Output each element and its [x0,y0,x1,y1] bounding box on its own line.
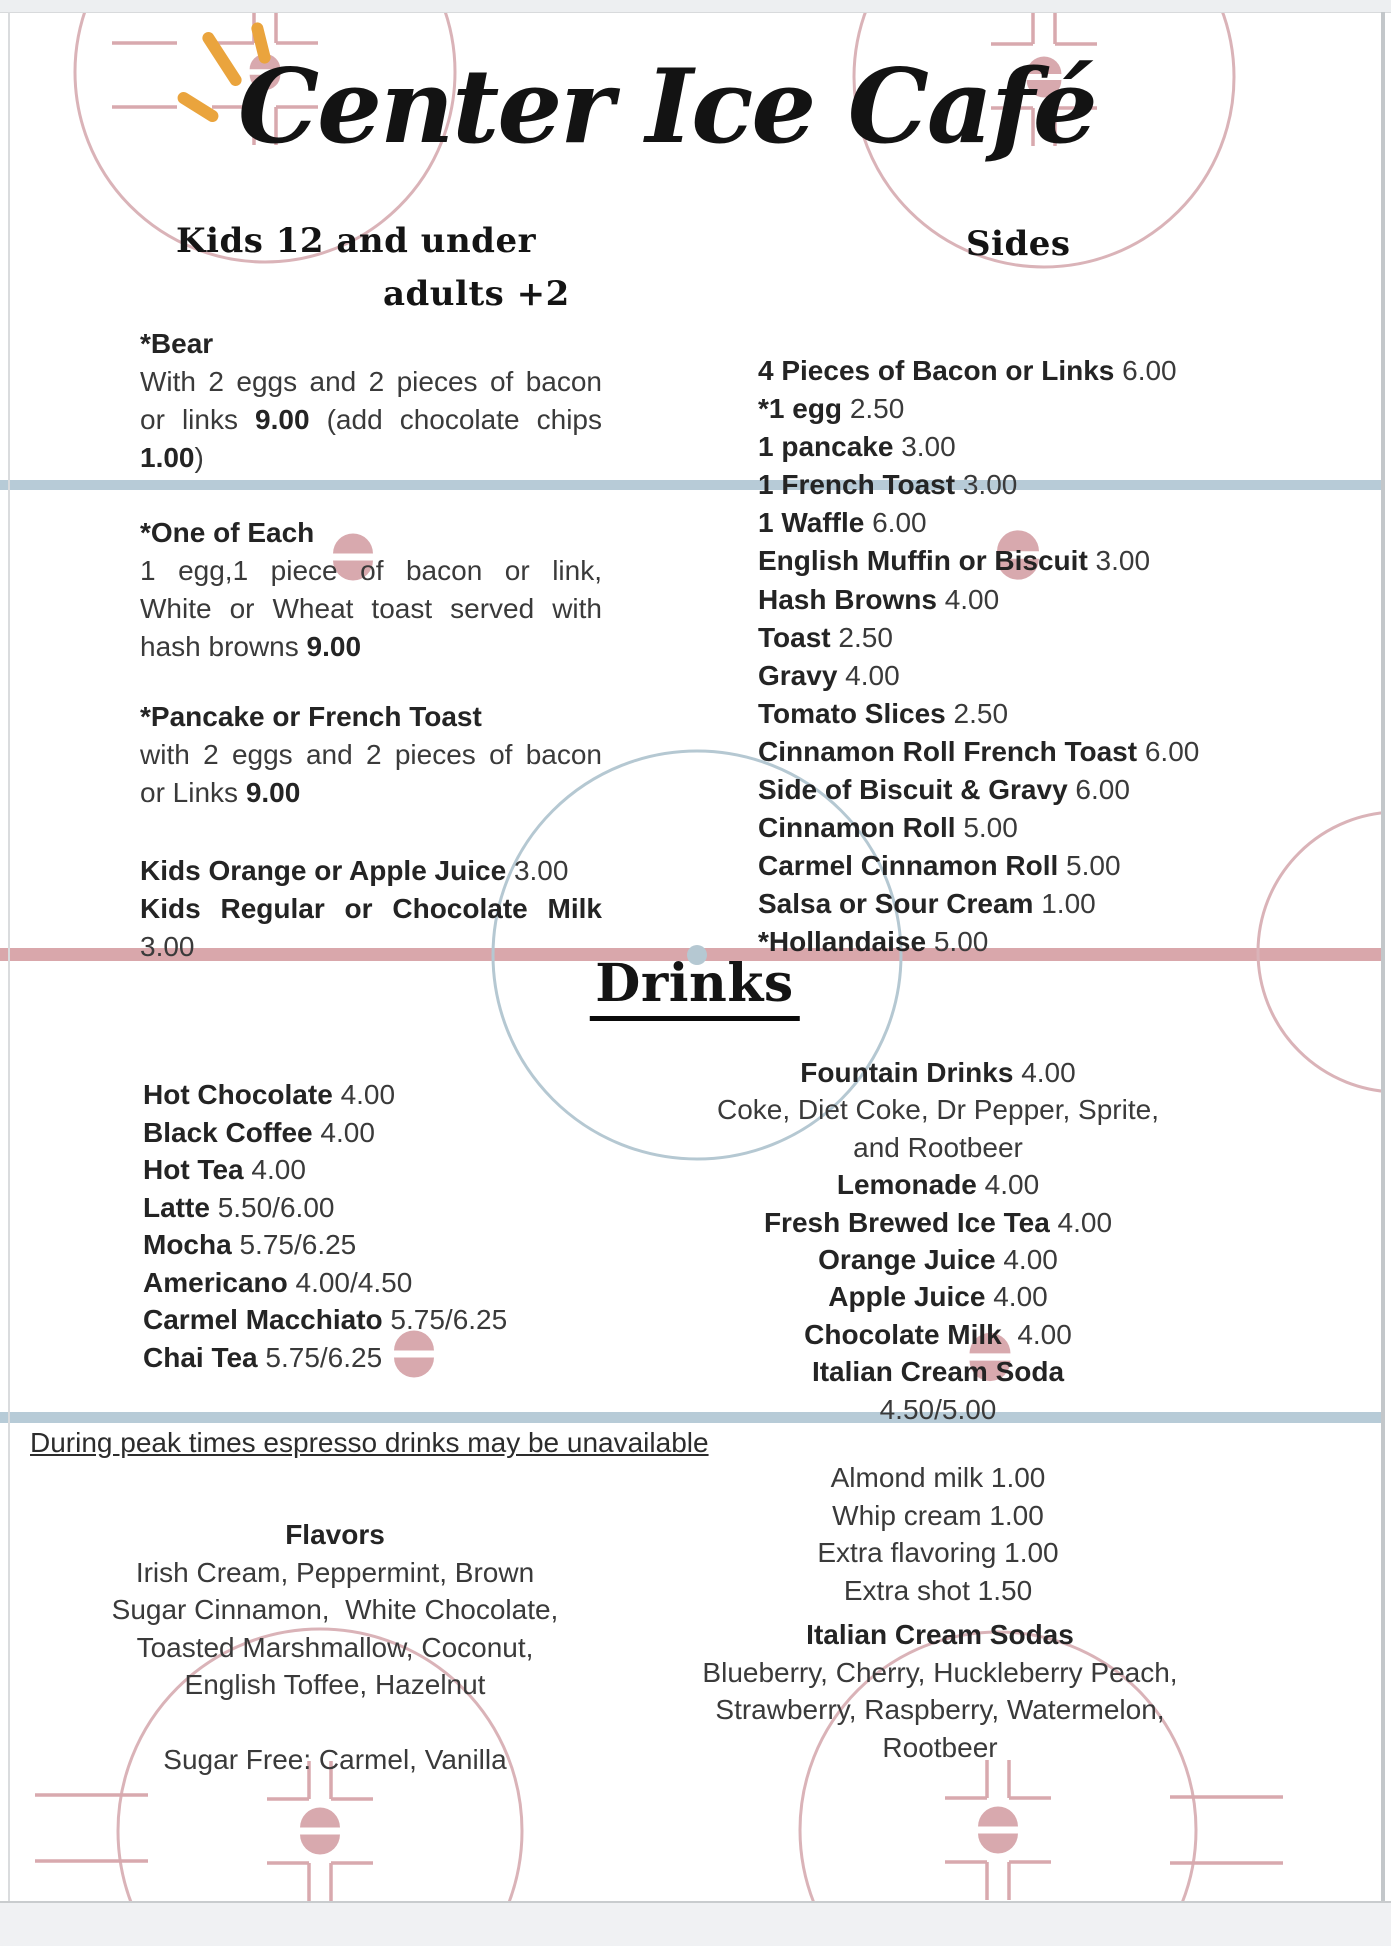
page-edge-top [0,0,1391,13]
menu-line: Cinnamon Roll French Toast 6.00 [758,735,1200,767]
menu-line: 1 pancake 3.00 [758,431,956,463]
menu-line: Blueberry, Cherry, Huckleberry Peach, [702,1656,1178,1688]
menu-line: Extra flavoring 1.00 [817,1537,1059,1568]
menu-line: 1.00) [140,442,204,473]
menu-line: Strawberry, Raspberry, Watermelon, [715,1694,1165,1725]
menu-line: Toasted Marshmallow, Coconut, [136,1631,534,1663]
menu-line: 1 Waffle 6.00 [758,507,927,539]
menu-line: Orange Juice 4.00 [818,1244,1058,1276]
menu-item-one-of-each [140,514,602,666]
menu-line: Extra shot 1.50 [843,1574,1033,1606]
menu-line: Gravy 4.00 [758,659,900,691]
menu-line: English Muffin or Biscuit 3.00 [758,545,1151,577]
italian-cream-sodas-section [640,1616,1240,1766]
menu-line: or links 9.00 (add chocolate chips [140,404,603,435]
menu-line: 4 Pieces of Bacon or Links 6.00 [758,355,1177,386]
drinks-section-heading: Drinks [589,957,799,1021]
kids-section-subheading: adults +2 [383,274,570,314]
menu-line: *1 egg 2.50 [758,393,905,425]
menu-line: Kids Regular or Chocolate Milk [140,893,602,924]
menu-line: Fountain Drinks 4.00 [800,1057,1076,1088]
menu-line: Almond milk 1.00 [830,1462,1046,1493]
drink-addons-list [655,1459,1221,1609]
menu-line: With 2 eggs and 2 pieces of bacon [140,366,602,397]
menu-line: 1 egg,1 piece of bacon or link, [140,555,602,586]
menu-line: 4.50/5.00 [879,1393,997,1425]
page-edge-right [1381,12,1385,1901]
flavors-list [110,1554,560,1704]
flavors-section [110,1516,560,1704]
menu-line: English Toffee, Hazelnut [184,1669,486,1700]
menu-line: Toast 2.50 [758,621,893,653]
faceoff-dot [300,1808,340,1855]
menu-line: Carmel Cinnamon Roll 5.00 [758,850,1121,882]
page-edge-bottom [0,1901,1391,1946]
menu-line: 1 French Toast 3.00 [758,469,1018,501]
italian-cream-soda-flavors [640,1654,1240,1767]
italian-cream-sodas-heading: Italian Cream Sodas [806,1619,1074,1650]
menu-line: and Rootbeer [853,1131,1023,1163]
menu-line: Lemonade 4.00 [836,1169,1040,1201]
espresso-availability-note: During peak times espresso drinks may be unavailable [30,1427,709,1458]
menu-item-kids-drinks [140,852,602,966]
page-edge-left [8,12,10,1901]
menu-item-pancake-or-french-toast [140,698,602,812]
menu-line: hash browns 9.00 [140,631,362,662]
menu-line: Chai Tea 5.75/6.25 [143,1341,383,1373]
menu-line: 3.00 [140,931,195,962]
menu-line: Italian Cream Soda [811,1356,1065,1388]
menu-line: Rootbeer [882,1731,998,1763]
menu-line: *Pancake or French Toast [140,701,482,732]
faceoff-dot [978,1807,1018,1854]
sides-item-list [758,352,1378,962]
menu-line: Side of Biscuit & Gravy 6.00 [758,774,1130,806]
menu-line: Tomato Slices 2.50 [758,697,1009,729]
menu-line: Black Coffee 4.00 [143,1116,375,1148]
sugar-free-flavors: Sugar Free: Carmel, Vanilla [163,1744,507,1775]
menu-line: *One of Each [140,517,315,548]
menu-line: or Links 9.00 [140,777,301,808]
menu-line: White or Wheat toast served with [140,593,602,624]
menu-line: Hot Chocolate 4.00 [143,1079,396,1110]
menu-line: Americano 4.00/4.50 [143,1266,413,1298]
menu-item-bear [140,325,602,477]
flavors-heading: Flavors [285,1519,385,1550]
menu-line: *Bear [140,328,214,359]
hot-drinks-list [143,1076,663,1376]
menu-line: Latte 5.50/6.00 [143,1191,335,1223]
menu-line: Whip cream 1.00 [832,1499,1044,1531]
kids-section-heading: Kids 12 and under [176,221,536,261]
menu-line: Apple Juice 4.00 [828,1281,1048,1313]
menu-line: Salsa or Sour Cream 1.00 [758,888,1096,920]
menu-line: Carmel Macchiato 5.75/6.25 [143,1304,508,1335]
menu-line: with 2 eggs and 2 pieces of bacon [140,739,602,770]
cold-drinks-list [655,1054,1221,1428]
menu-line: Chocolate Milk 4.00 [804,1318,1072,1350]
menu-line: Hot Tea 4.00 [143,1154,306,1185]
menu-line: Sugar Cinnamon, White Chocolate, [111,1594,559,1625]
cafe-logo-title: Center Ice Café [238,47,1096,167]
menu-line: Cinnamon Roll 5.00 [758,812,1018,844]
page-margin [1385,12,1391,1901]
menu-line: Hash Browns 4.00 [758,583,1000,615]
menu-line: Mocha 5.75/6.25 [143,1229,357,1260]
menu-line: *Hollandaise 5.00 [758,926,989,958]
menu-line: Coke, Diet Coke, Dr Pepper, Sprite, [717,1094,1159,1126]
sides-section-heading: Sides [966,224,1071,264]
menu-line: Fresh Brewed Ice Tea 4.00 [763,1206,1113,1238]
menu-line: Kids Orange or Apple Juice 3.00 [140,855,569,886]
menu-line: Irish Cream, Peppermint, Brown [135,1556,535,1588]
